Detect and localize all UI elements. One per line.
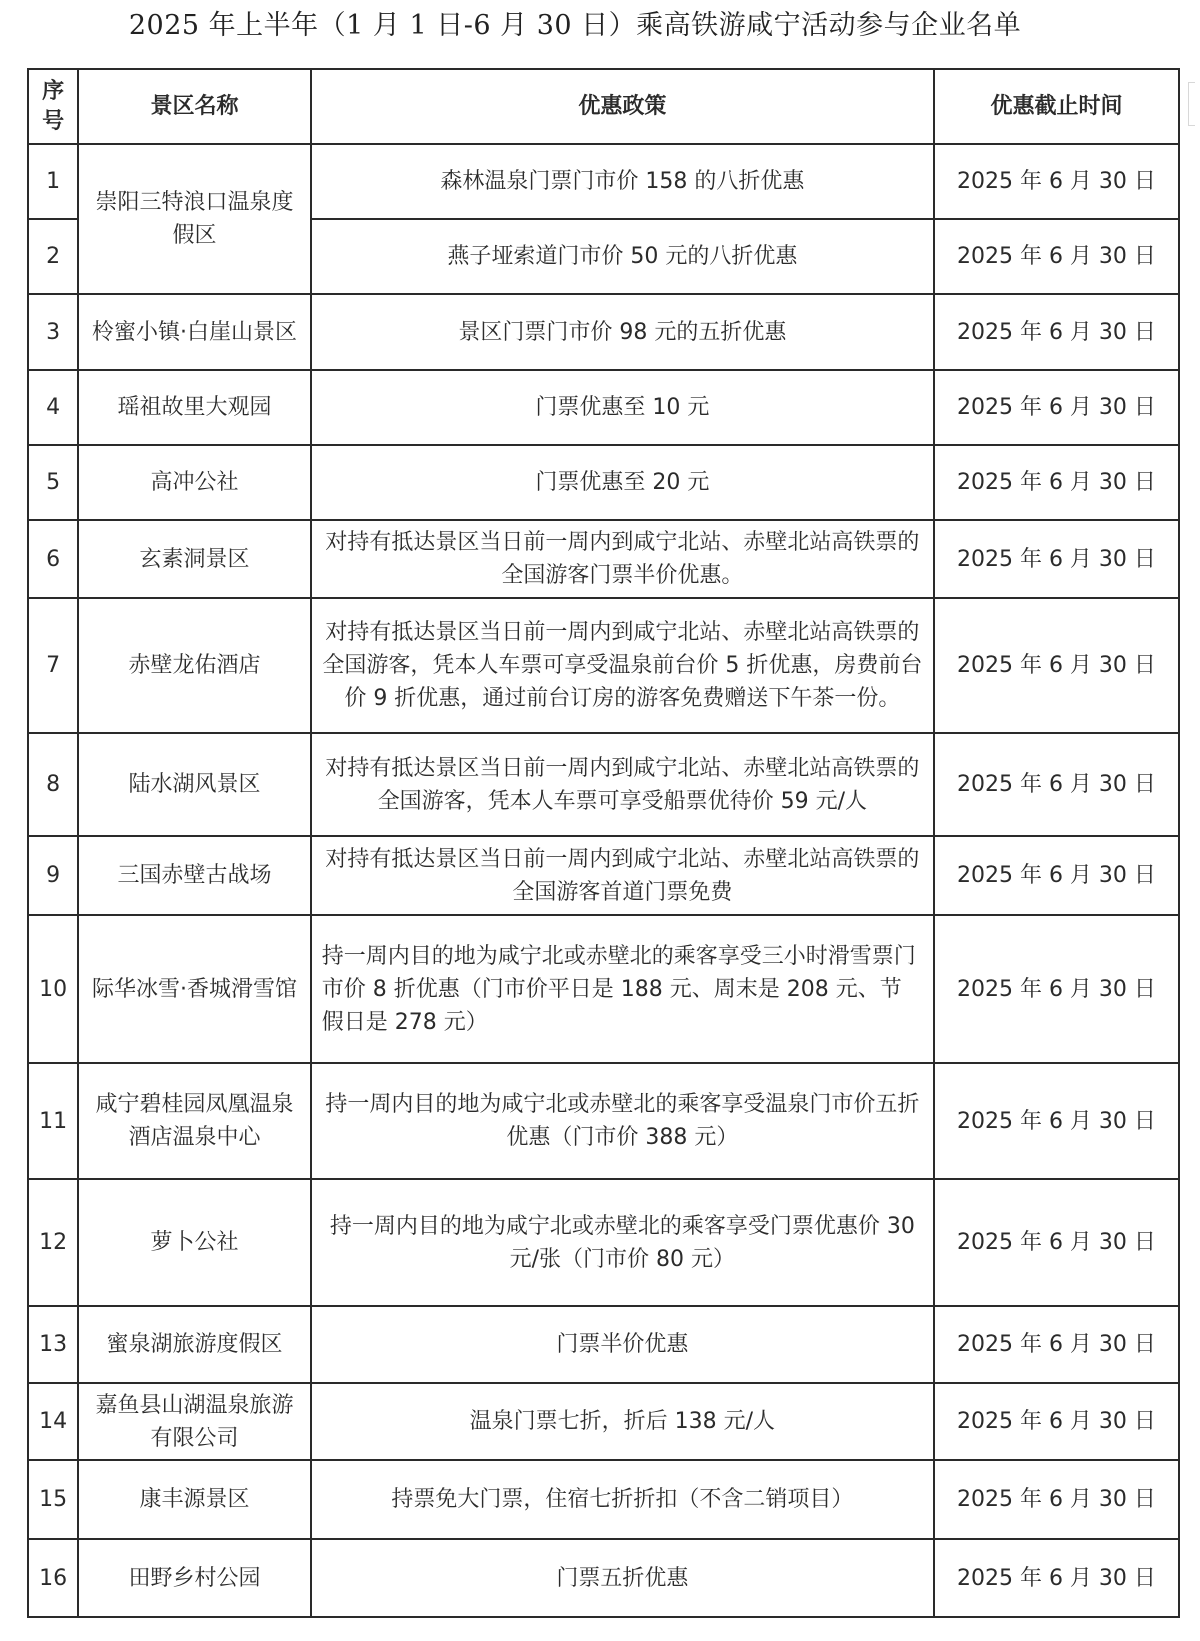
- row-policy: 门票五折优惠: [311, 1539, 934, 1617]
- row-name: 玄素洞景区: [78, 520, 311, 598]
- row-no: 10: [28, 915, 78, 1063]
- row-deadline: 2025 年 6 月 30 日: [934, 445, 1179, 520]
- row-deadline: 2025 年 6 月 30 日: [934, 598, 1179, 733]
- row-no: 3: [28, 294, 78, 370]
- table-row: [28, 294, 1179, 370]
- table-row: [28, 1179, 1179, 1306]
- row-no: 1: [28, 144, 78, 219]
- table-header-row: [28, 69, 1179, 144]
- row-deadline: 2025 年 6 月 30 日: [934, 915, 1179, 1063]
- row-deadline: 2025 年 6 月 30 日: [934, 733, 1179, 836]
- table-row: [28, 598, 1179, 733]
- row-policy: 持一周内目的地为咸宁北或赤壁北的乘客享受门票优惠价 30 元/张（门市价 80 元）: [311, 1179, 934, 1306]
- header-deadline: 优惠截止时间: [934, 69, 1179, 144]
- row-no: 2: [28, 219, 78, 294]
- row-deadline: 2025 年 6 月 30 日: [934, 1179, 1179, 1306]
- table-row: [28, 733, 1179, 836]
- row-deadline: 2025 年 6 月 30 日: [934, 294, 1179, 370]
- row-name: 蜜泉湖旅游度假区: [78, 1306, 311, 1383]
- row-deadline: 2025 年 6 月 30 日: [934, 836, 1179, 915]
- table-row: [28, 370, 1179, 445]
- row-name: 高冲公社: [78, 445, 311, 520]
- document-title: 2025 年上半年（1 月 1 日-6 月 30 日）乘高铁游咸宁活动参与企业名单: [128, 10, 1022, 41]
- header-name: 景区名称: [78, 69, 311, 144]
- row-deadline: 2025 年 6 月 30 日: [934, 1306, 1179, 1383]
- row-name: 陆水湖风景区: [78, 733, 311, 836]
- row-name: 赤壁龙佑酒店: [78, 598, 311, 733]
- row-deadline: 2025 年 6 月 30 日: [934, 219, 1179, 294]
- table-row: [28, 1383, 1179, 1460]
- row-deadline: 2025 年 6 月 30 日: [934, 1383, 1179, 1460]
- row-name: 际华冰雪·香城滑雪馆: [78, 915, 311, 1063]
- table-row: [28, 520, 1179, 598]
- row-policy: 景区门票门市价 98 元的五折优惠: [311, 294, 934, 370]
- row-deadline: 2025 年 6 月 30 日: [934, 1539, 1179, 1617]
- table-row: [28, 1460, 1179, 1539]
- row-name: 田野乡村公园: [78, 1539, 311, 1617]
- row-deadline: 2025 年 6 月 30 日: [934, 1460, 1179, 1539]
- ruler-marker: [1188, 82, 1195, 126]
- row-no: 6: [28, 520, 78, 598]
- row-policy: 温泉门票七折，折后 138 元/人: [311, 1383, 934, 1460]
- row-policy: 门票优惠至 10 元: [311, 370, 934, 445]
- enterprise-table: [27, 68, 1180, 1618]
- row-deadline: 2025 年 6 月 30 日: [934, 144, 1179, 219]
- row-policy: 对持有抵达景区当日前一周内到咸宁北站、赤壁北站高铁票的全国游客，凭本人车票可享受温泉前台价 5 折优惠，房费前台价 9 折优惠，通过前台订房的游客免费赠送下午茶一份。: [311, 598, 934, 733]
- table-row: [28, 915, 1179, 1063]
- table-row: [28, 445, 1179, 520]
- row-name: 瑶祖故里大观园: [78, 370, 311, 445]
- row-policy: 对持有抵达景区当日前一周内到咸宁北站、赤壁北站高铁票的全国游客首道门票免费: [311, 836, 934, 915]
- row-deadline: 2025 年 6 月 30 日: [934, 370, 1179, 445]
- row-no: 12: [28, 1179, 78, 1306]
- row-no: 13: [28, 1306, 78, 1383]
- row-policy: 持票免大门票，住宿七折折扣（不含二销项目）: [311, 1460, 934, 1539]
- table-row: [28, 1306, 1179, 1383]
- row-policy: 对持有抵达景区当日前一周内到咸宁北站、赤壁北站高铁票的全国游客，凭本人车票可享受船票优待价 59 元/人: [311, 733, 934, 836]
- row-name: 柃蜜小镇·白崖山景区: [78, 294, 311, 370]
- row-deadline: 2025 年 6 月 30 日: [934, 1063, 1179, 1179]
- row-no: 9: [28, 836, 78, 915]
- header-no: 序号: [28, 69, 78, 144]
- row-policy: 门票优惠至 20 元: [311, 445, 934, 520]
- row-deadline: 2025 年 6 月 30 日: [934, 520, 1179, 598]
- table-row: [28, 1063, 1179, 1179]
- row-no: 8: [28, 733, 78, 836]
- row-no: 16: [28, 1539, 78, 1617]
- table-row: [28, 1539, 1179, 1617]
- row-no: 14: [28, 1383, 78, 1460]
- row-policy: 持一周内目的地为咸宁北或赤壁北的乘客享受温泉门市价五折优惠（门市价 388 元）: [311, 1063, 934, 1179]
- row-name: 萝卜公社: [78, 1179, 311, 1306]
- row-no: 7: [28, 598, 78, 733]
- row-name: 崇阳三特浪口温泉度假区: [78, 144, 311, 294]
- row-name: 嘉鱼县山湖温泉旅游有限公司: [78, 1383, 311, 1460]
- row-name: 康丰源景区: [78, 1460, 311, 1539]
- row-no: 11: [28, 1063, 78, 1179]
- table-row: [28, 144, 1179, 219]
- row-no: 15: [28, 1460, 78, 1539]
- row-no: 5: [28, 445, 78, 520]
- table-row: [28, 836, 1179, 915]
- row-policy: 燕子垭索道门市价 50 元的八折优惠: [311, 219, 934, 294]
- row-policy: 森林温泉门票门市价 158 的八折优惠: [311, 144, 934, 219]
- row-no: 4: [28, 370, 78, 445]
- row-policy: 门票半价优惠: [311, 1306, 934, 1383]
- row-policy: 对持有抵达景区当日前一周内到咸宁北站、赤壁北站高铁票的全国游客门票半价优惠。: [311, 520, 934, 598]
- header-policy: 优惠政策: [311, 69, 934, 144]
- row-name: 三国赤壁古战场: [78, 836, 311, 915]
- row-name: 咸宁碧桂园凤凰温泉酒店温泉中心: [78, 1063, 311, 1179]
- row-policy: 持一周内目的地为咸宁北或赤壁北的乘客享受三小时滑雪票门市价 8 折优惠（门市价平日是 188 元、周末是 208 元、节假日是 278 元）: [311, 915, 934, 1063]
